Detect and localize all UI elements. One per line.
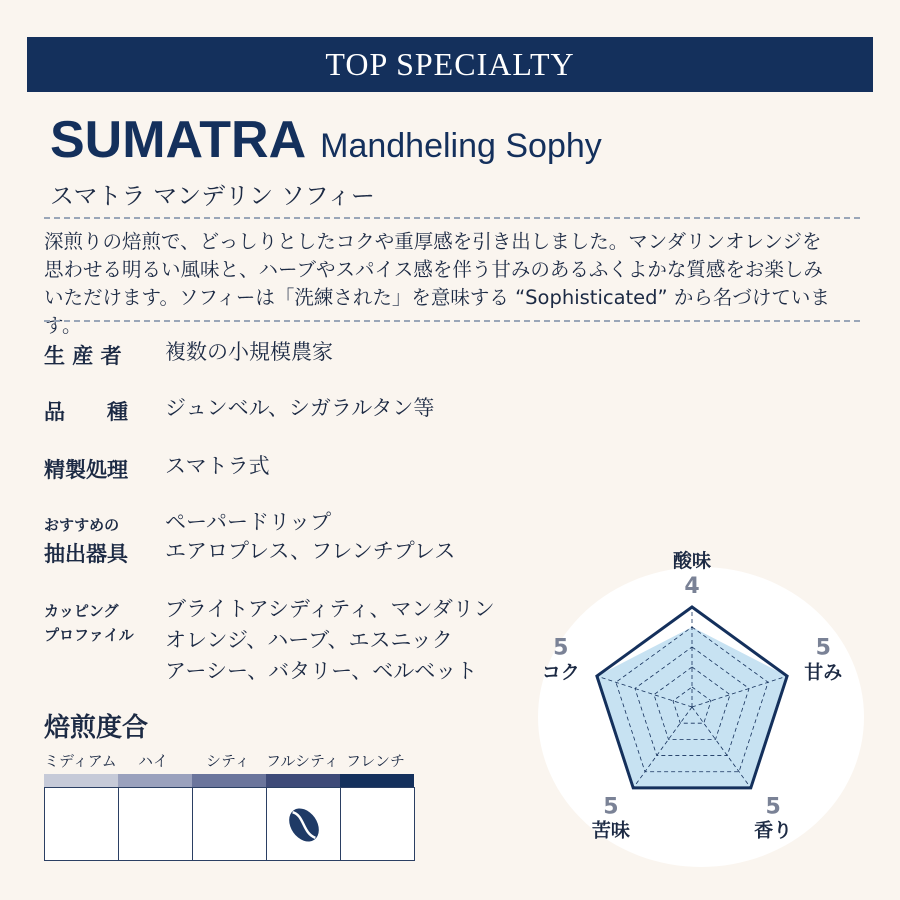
radar-score-label: 5	[553, 635, 569, 661]
radar-axis-label: コク	[541, 661, 580, 684]
description-line: 思わせる明るい風味と、ハーブやスパイス感を伴う甘みのあるふくよかな質感をお楽しみ	[44, 258, 823, 281]
roast-bar-segment	[340, 774, 414, 787]
roast-cell	[192, 787, 267, 861]
process-label: 精製処理	[44, 458, 128, 482]
brew-label: 抽出器具	[44, 542, 128, 566]
roast-bar-segment	[118, 774, 192, 787]
roast-title: 焙煎度合	[44, 713, 149, 743]
variety-value: ジュンベル、シガラルタン等	[165, 396, 435, 420]
top-banner	[27, 37, 873, 92]
description-line: 深煎りの焙煎で、どっしりとしたコクや重厚感を引き出しました。マンダリンオレンジを	[44, 230, 822, 253]
radar-axis-label: 苦味	[591, 819, 630, 842]
roast-cell	[118, 787, 193, 861]
banner-text: TOP SPECIALTY	[325, 46, 575, 82]
radar-axis-label: 酸味	[672, 550, 712, 572]
cupping-line: アーシー、バタリー、ベルベット	[165, 659, 478, 683]
roast-cell	[266, 787, 341, 861]
cupping-value	[165, 594, 495, 687]
cupping-label-line: カッピング	[44, 602, 119, 620]
divider-bottom	[44, 320, 860, 322]
roast-level-label: フルシティ	[266, 752, 339, 770]
radar-chart	[520, 550, 880, 880]
roast-bar-segment	[192, 774, 266, 787]
description-line: いただけます。ソフィーは「洗練された」を意味する “Sophisticated” から名づけています。	[44, 286, 830, 337]
product-subtitle: スマトラ マンデリン ソフィー	[50, 182, 375, 210]
radar-score-label: 5	[603, 794, 619, 820]
divider-top	[44, 217, 860, 219]
roast-cell	[340, 787, 415, 861]
title-main: SUMATRA	[50, 111, 307, 169]
producer-value: 複数の小規模農家	[165, 340, 333, 364]
brew-line: ペーパードリップ	[165, 510, 332, 534]
roast-level-label: ミディアム	[44, 752, 117, 770]
roast-level-label: ハイ	[138, 752, 169, 770]
description	[44, 228, 864, 340]
producer-label: 生 産 者	[44, 344, 122, 368]
radar-axis-label: 甘み	[804, 661, 843, 684]
roast-bar-segment	[44, 774, 118, 787]
roast-bar-segment	[266, 774, 340, 787]
roast-cell	[44, 787, 119, 861]
title-sub: Mandheling Sophy	[320, 127, 602, 165]
radar-axis-label: 香り	[754, 819, 793, 842]
cupping-label-line: プロファイル	[44, 626, 134, 644]
process-value: スマトラ式	[165, 454, 270, 478]
radar-score-label: 4	[684, 574, 700, 599]
variety-label: 品 種	[44, 400, 128, 424]
roast-level-label: シティ	[206, 752, 250, 770]
coffee-bean-icon	[267, 788, 342, 862]
brew-label-small: おすすめの	[44, 516, 120, 534]
product-title	[50, 110, 602, 170]
cupping-line: オレンジ、ハーブ、エスニック	[165, 628, 453, 652]
cupping-line: ブライトアシディティ、マンダリン	[165, 597, 495, 621]
cupping-label	[44, 599, 134, 647]
radar-score-label: 5	[765, 794, 781, 820]
brew-line: エアロプレス、フレンチプレス	[165, 539, 456, 563]
roast-level-label: フレンチ	[346, 752, 406, 770]
brew-value	[165, 508, 455, 566]
radar-score-label: 5	[815, 635, 831, 661]
